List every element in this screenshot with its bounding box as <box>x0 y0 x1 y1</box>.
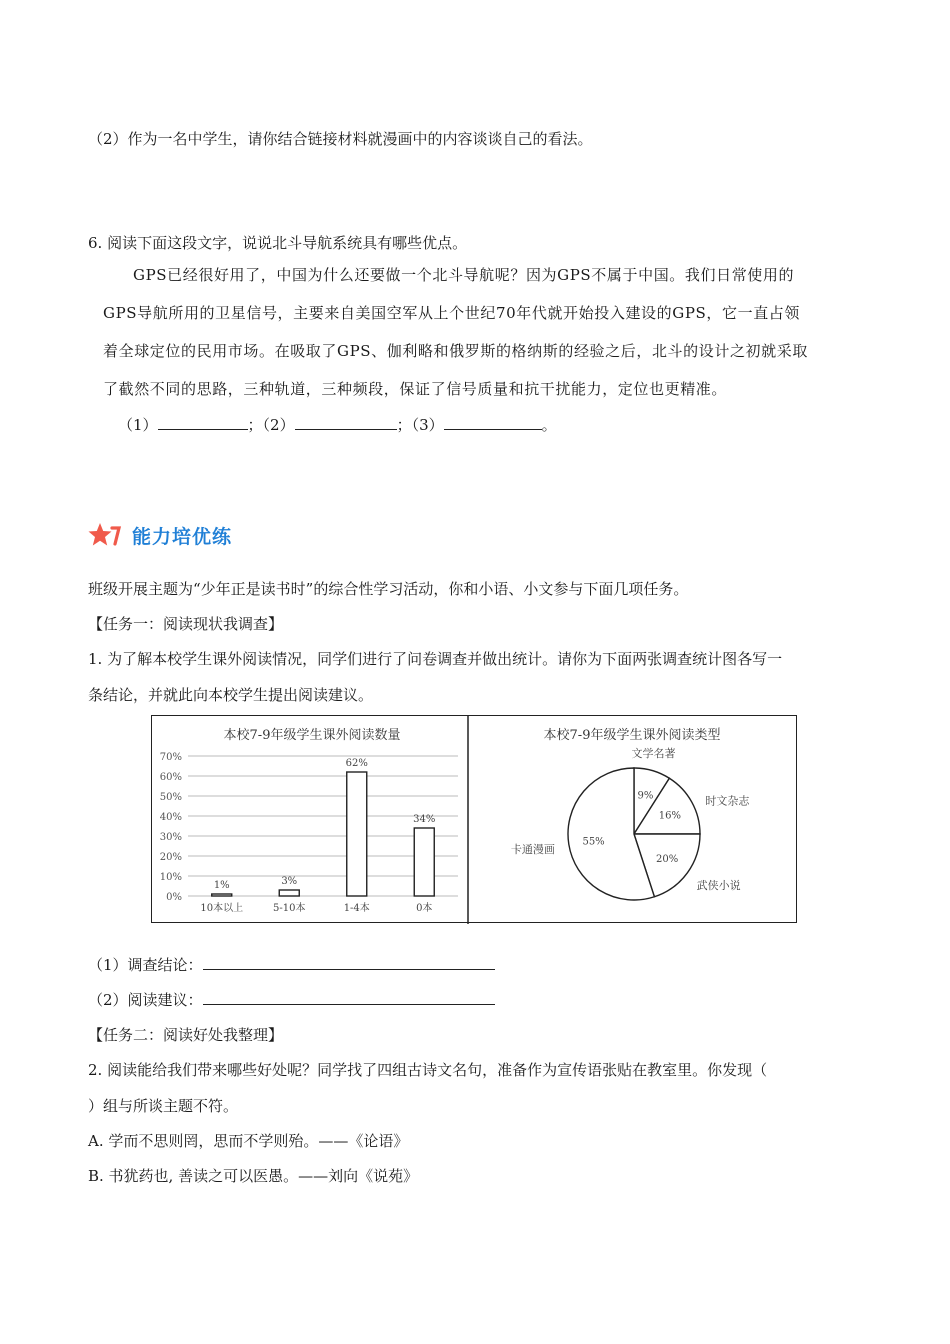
pie-category-label: 武侠小说 <box>696 879 741 893</box>
pie-value-label: 55% <box>582 836 605 848</box>
suggestion-blank[interactable] <box>203 990 495 1005</box>
answer-blank-3[interactable] <box>444 415 542 430</box>
blank-label-3: ；（3） <box>396 416 444 434</box>
conclusion-label: （1）调查结论： <box>88 956 203 974</box>
q6-passage <box>103 256 865 408</box>
bar-value-label: 34% <box>413 814 436 825</box>
pie-category-label: 时文杂志 <box>705 794 750 808</box>
task1-title: 【任务一：阅读现状我调查】 <box>88 615 284 633</box>
x-tick-label: 1-4本 <box>343 903 370 914</box>
answer-blank-1[interactable] <box>158 415 248 430</box>
q5-part2: （2）作为一名中学生，请你结合链接材料就漫画中的内容谈谈自己的看法。 <box>88 130 593 148</box>
blank-label-1: （1） <box>118 416 158 434</box>
q1-line1: 1. 为了解本校学生课外阅读情况，同学们进行了问卷调查并做出统计。请你为下面两张调查统计图各写一 <box>88 650 783 668</box>
y-tick-label: 70% <box>159 752 182 763</box>
q6-answer-row <box>118 414 557 435</box>
passage-line-1: GPS已经很好用了，中国为什么还要做一个北斗导航呢？因为GPS不属于中国。我们日常使用的 <box>133 266 795 284</box>
conclusion-blank[interactable] <box>203 955 495 970</box>
bar-chart-title: 本校7-9年级学生课外阅读数量 <box>223 728 401 743</box>
y-tick-label: 50% <box>159 792 182 803</box>
option-b[interactable]: B. 书犹药也, 善读之可以医愚。——刘向《说苑》 <box>88 1167 419 1185</box>
passage-line-2: GPS导航所用的卫星信号，主要来自美国空军从上个世纪70年代就开始投入建设的GPS，它一直占领 <box>103 304 800 322</box>
blank-label-2: ；（2） <box>247 416 295 434</box>
x-tick-label: 10本以上 <box>200 903 244 914</box>
section-title: 能力培优练 <box>132 525 233 548</box>
pie-value-label: 16% <box>658 810 681 822</box>
pie-value-label: 20% <box>655 854 679 866</box>
blank-end: 。 <box>541 416 557 434</box>
y-tick-label: 10% <box>159 872 182 883</box>
answer-row-2 <box>88 989 495 1010</box>
bar-chart <box>160 727 458 914</box>
q1-line2: 条结论，并就此向本校学生提出阅读建议。 <box>88 686 374 704</box>
activity-intro: 班级开展主题为“少年正是读书时”的综合性学习活动，你和小语、小文参与下面几项任务。 <box>88 580 689 598</box>
x-tick-label: 0本 <box>416 903 433 914</box>
q2-line1: 2. 阅读能给我们带来哪些好处呢？同学找了四组古诗文名句，准备作为宣传语张贴在教室里。你发现（ <box>88 1061 768 1079</box>
q6-prompt: 6. 阅读下面这段文字，说说北斗导航系统具有哪些优点。 <box>88 234 468 252</box>
pie-chart-title: 本校7-9年级学生课外阅读类型 <box>543 728 721 743</box>
option-a[interactable]: A. 学而不思则罔，思而不学则殆。——《论语》 <box>88 1132 409 1150</box>
pie-value-label: 9% <box>637 790 654 802</box>
answer-blank-2[interactable] <box>295 415 397 430</box>
bar-value-label: 62% <box>345 758 368 769</box>
bar <box>347 772 367 896</box>
x-tick-label: 5-10本 <box>273 903 306 914</box>
bar-value-label: 3% <box>281 876 298 887</box>
y-tick-label: 30% <box>159 832 182 843</box>
passage-line-3: 着全球定位的民用市场。在吸取了GPS、伽利略和俄罗斯的格纳斯的经验之后，北斗的设计之初就采取 <box>103 342 808 360</box>
section-header <box>88 522 232 548</box>
bar-value-label: 1% <box>213 880 230 891</box>
pie-chart <box>511 727 750 900</box>
passage-line-4: 了截然不同的思路，三种轨道，三种频段，保证了信号质量和抗干扰能力，定位也更精准。 <box>103 380 728 398</box>
star-badge-icon <box>88 522 124 548</box>
suggestion-label: （2）阅读建议： <box>88 991 203 1009</box>
bar <box>414 828 434 896</box>
pie-category-label: 文学名著 <box>631 746 676 760</box>
bar <box>279 890 299 896</box>
q2-line2: ）组与所谈主题不符。 <box>88 1097 239 1115</box>
charts-panel <box>151 715 797 923</box>
bar <box>212 894 232 896</box>
answer-row-1 <box>88 954 495 975</box>
task2-title: 【任务二：阅读好处我整理】 <box>88 1026 284 1044</box>
pie-category-label: 卡通漫画 <box>510 842 555 856</box>
y-tick-label: 20% <box>159 852 182 863</box>
y-tick-label: 0% <box>166 892 182 903</box>
y-tick-label: 60% <box>159 772 182 783</box>
charts-svg <box>152 716 798 924</box>
y-tick-label: 40% <box>159 812 182 823</box>
